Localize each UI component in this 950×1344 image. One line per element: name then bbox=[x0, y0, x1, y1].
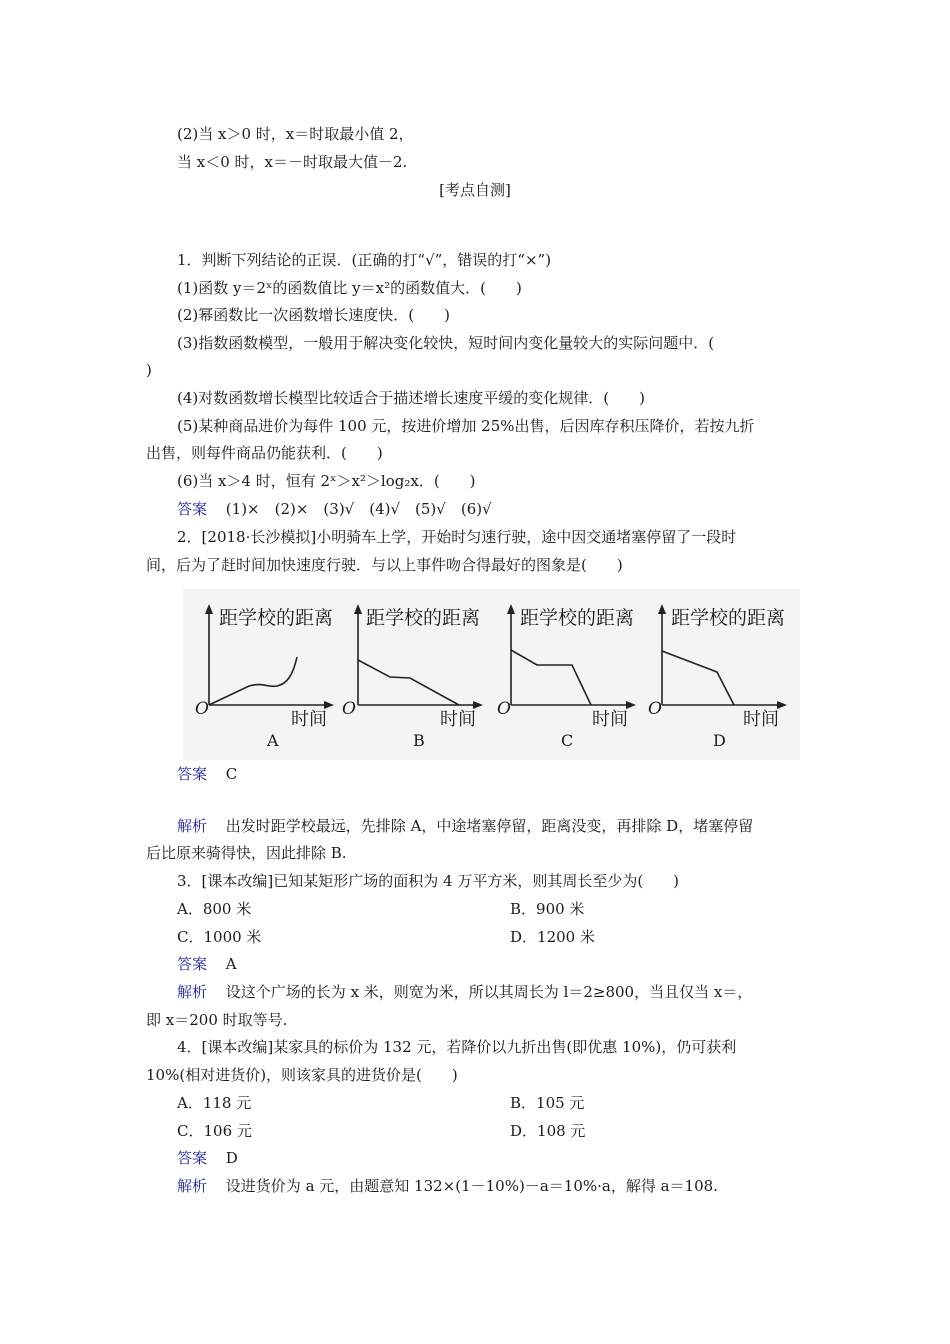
answer-label: 答案 bbox=[177, 500, 208, 518]
q3-answer bbox=[177, 954, 237, 974]
q4-stem-2: 10%(相对进货价)，则该家具的进货价是( ) bbox=[146, 1066, 458, 1084]
q1-item-4: (4)对数函数增长模型比较适合于描述增长速度平缓的变化规律．( ) bbox=[177, 389, 645, 407]
option-graphs bbox=[183, 589, 800, 760]
explanation-label: 解析 bbox=[177, 1177, 208, 1195]
answer-value: D bbox=[225, 1149, 238, 1167]
q1-stem: 1．判断下列结论的正误．(正确的打“√”，错误的打“×”) bbox=[177, 251, 552, 269]
q1-answer bbox=[177, 499, 492, 519]
q4-stem-1: 4．[课本改编]某家具的标价为 132 元，若降价以九折出售(即优惠 10%)，仍可获利 bbox=[177, 1038, 737, 1056]
q2-explanation-2: 后比原来骑得快，因此排除 B. bbox=[146, 844, 347, 862]
explanation-text: 设进货价为 a 元，由题意知 132×(1－10%)－a＝10%·a，解得 a＝108. bbox=[225, 1177, 718, 1195]
header-line-2: 当 x＜0 时，x＝－时取最大值－2. bbox=[177, 153, 408, 171]
q1-item-5: (5)某种商品进价为每件 100 元，按进价增加 25%出售，后因库存积压降价，若按九折 bbox=[177, 417, 755, 435]
graph-a-xlabel: 时间 bbox=[291, 709, 327, 730]
graph-b-caption: B bbox=[413, 731, 425, 750]
graph-a-caption: A bbox=[267, 731, 279, 750]
q1-item-1: (1)函数 y＝2ˣ的函数值比 y＝x²的函数值大．( ) bbox=[177, 279, 522, 297]
graph-d bbox=[645, 589, 797, 760]
graph-b-xlabel: 时间 bbox=[440, 709, 476, 730]
q3-option-a: A．800 米 bbox=[177, 900, 252, 918]
q2-stem-2: 间，后为了赶时间加快速度行驶．与以上事件吻合得最好的图象是( ) bbox=[146, 556, 623, 574]
answer-value: (1)× (2)× (3)√ (4)√ (5)√ (6)√ bbox=[225, 500, 492, 518]
q3-option-c: C．1000 米 bbox=[177, 928, 262, 946]
q3-explanation-1 bbox=[177, 982, 752, 1002]
answer-value: A bbox=[225, 955, 237, 973]
explanation-text: 设这个广场的长为 x 米，则宽为米，所以其周长为 l＝2≥800，当且仅当 x＝， bbox=[225, 983, 753, 1001]
q1-item-3-cont: ) bbox=[146, 361, 152, 379]
header-line-1: (2)当 x＞0 时，x＝时取最小值 2， bbox=[177, 125, 414, 143]
graph-b bbox=[338, 589, 490, 760]
answer-label: 答案 bbox=[177, 955, 208, 973]
q4-option-c: C．106 元 bbox=[177, 1122, 252, 1140]
graph-b-origin: O bbox=[342, 699, 356, 719]
graph-c bbox=[494, 589, 646, 760]
q2-answer bbox=[177, 764, 237, 784]
q4-option-b: B．105 元 bbox=[510, 1094, 585, 1112]
q4-answer bbox=[177, 1148, 238, 1168]
q2-explanation-1 bbox=[177, 816, 753, 836]
graph-d-origin: O bbox=[648, 699, 662, 719]
q2-stem-1: 2．[2018·长沙模拟]小明骑车上学，开始时匀速行驶，途中因交通堵塞停留了一段时 bbox=[177, 528, 737, 546]
explanation-label: 解析 bbox=[177, 817, 208, 835]
graph-c-xlabel: 时间 bbox=[592, 709, 628, 730]
graph-a-origin: O bbox=[195, 699, 209, 719]
q4-explanation-1 bbox=[177, 1176, 718, 1196]
graph-d-xlabel: 时间 bbox=[743, 709, 779, 730]
explanation-label: 解析 bbox=[177, 983, 208, 1001]
q3-option-d: D．1200 米 bbox=[510, 928, 595, 946]
answer-value: C bbox=[225, 765, 238, 783]
q4-option-d: D．108 元 bbox=[510, 1122, 586, 1140]
answer-label: 答案 bbox=[177, 1149, 208, 1167]
q1-item-2: (2)幂函数比一次函数增长速度快．( ) bbox=[177, 306, 450, 324]
graph-c-origin: O bbox=[497, 699, 511, 719]
graph-d-caption: D bbox=[713, 731, 726, 750]
q4-option-a: A．118 元 bbox=[177, 1094, 252, 1112]
graph-b-ylabel: 距学校的距离 bbox=[366, 607, 481, 629]
q3-explanation-2: 即 x＝200 时取等号. bbox=[146, 1011, 288, 1029]
q3-option-b: B．900 米 bbox=[510, 900, 585, 918]
explanation-text: 出发时距学校最远，先排除 A，中途堵塞停留，距离没变，再排除 D，堵塞停留 bbox=[225, 817, 754, 835]
graph-d-ylabel: 距学校的距离 bbox=[671, 607, 786, 629]
graph-a bbox=[187, 589, 339, 760]
section-title: [考点自测] bbox=[439, 181, 511, 199]
graph-c-ylabel: 距学校的距离 bbox=[520, 607, 635, 629]
graph-a-ylabel: 距学校的距离 bbox=[219, 607, 334, 629]
q1-item-5-cont: 出售，则每件商品仍能获利．( ) bbox=[146, 444, 383, 462]
answer-label: 答案 bbox=[177, 765, 208, 783]
q1-item-6: (6)当 x＞4 时，恒有 2ˣ＞x²＞log₂x．( ) bbox=[177, 472, 476, 490]
q1-item-3: (3)指数函数模型，一般用于解决变化较快，短时间内变化量较大的实际问题中．( bbox=[177, 334, 715, 352]
q3-stem: 3．[课本改编]已知某矩形广场的面积为 4 万平方米，则其周长至少为( ) bbox=[177, 872, 680, 890]
graph-c-caption: C bbox=[561, 731, 574, 750]
